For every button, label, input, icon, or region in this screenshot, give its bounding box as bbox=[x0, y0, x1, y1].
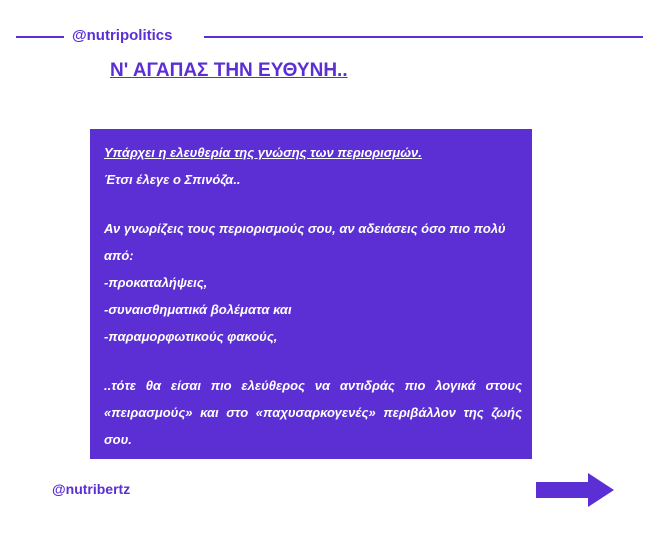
content-line: -συναισθηματικά βολέματα και bbox=[104, 302, 292, 317]
content-line: ..τότε θα είσαι πιο ελεύθερος να αντιδράς πιο λογικά στους «πειρασμούς» και στο «παχυσαρκογενές» περιβάλλον της ζωής σου. bbox=[104, 378, 522, 447]
content-line: Έτσι έλεγε ο Σπινόζα.. bbox=[104, 172, 241, 187]
footer-handle: @nutribertz bbox=[52, 481, 131, 497]
content-line-spacer bbox=[104, 193, 522, 215]
right-arrow-icon[interactable] bbox=[536, 473, 614, 507]
page-title: Ν' ΑΓΑΠΑΣ ΤΗΝ ΕΥΘΥΝΗ.. bbox=[110, 60, 348, 81]
right-arrow-icon-svg bbox=[536, 473, 614, 507]
content-text-block bbox=[104, 139, 522, 453]
content-line-spacer bbox=[104, 350, 522, 372]
content-line: Υπάρχει η ελευθερία της γνώσης των περιορισμών. bbox=[104, 145, 422, 160]
content-line: -παραμορφωτικούς φακούς, bbox=[104, 329, 278, 344]
header-handle: @nutripolitics bbox=[72, 27, 173, 44]
content-panel bbox=[90, 129, 532, 459]
content-line: -προκαταλήψεις, bbox=[104, 275, 208, 290]
content-line: Αν γνωρίζεις τους περιορισμούς σου, αν αδειάσεις όσο πιο πολύ από: bbox=[104, 221, 506, 263]
header-rule-right bbox=[204, 36, 643, 38]
header-band bbox=[16, 28, 643, 44]
header-rule-left bbox=[16, 36, 64, 38]
